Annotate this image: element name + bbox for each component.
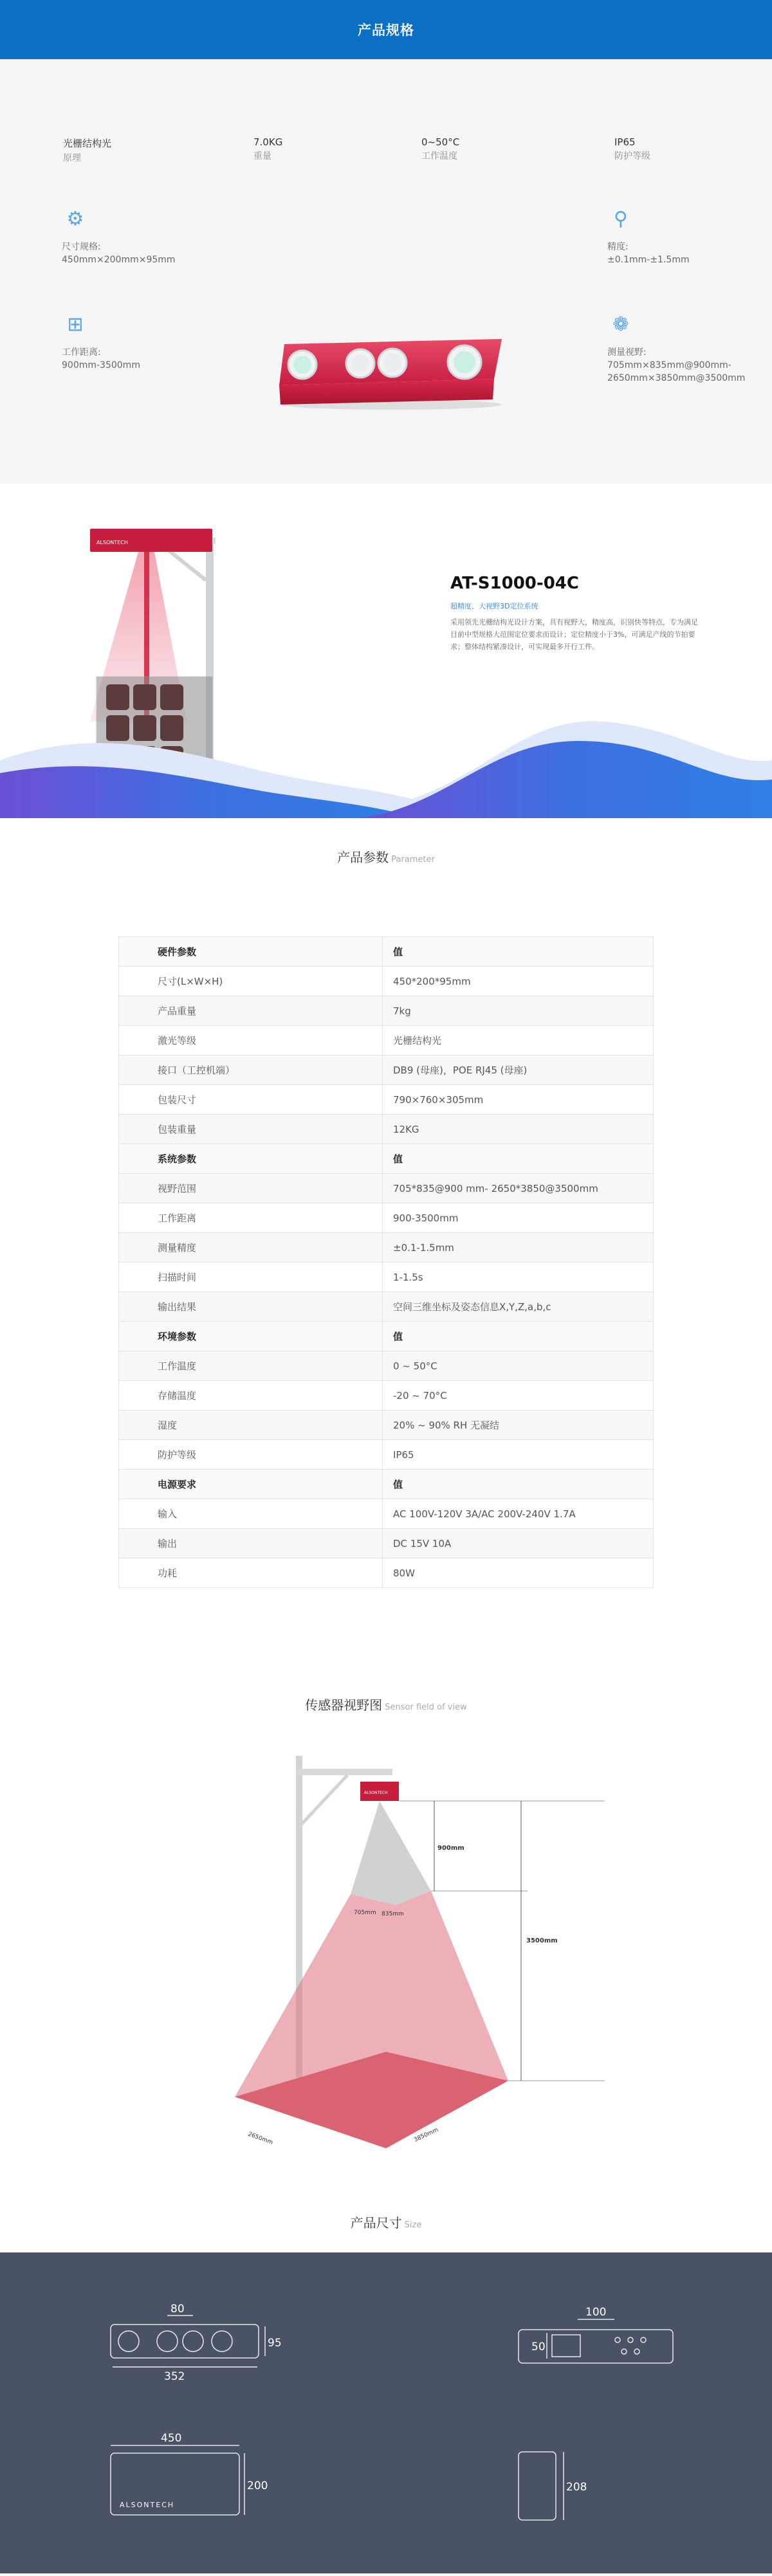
params-row <box>119 1233 654 1263</box>
stat-value: IP65 <box>614 136 636 148</box>
params-row <box>119 1499 654 1529</box>
param-value: 值 <box>383 937 654 967</box>
stat-key: 防护等级 <box>614 151 650 161</box>
model-description: 采用领先光栅结构光设计方案，具有视野大，精度高，识别快等特点，专为满足目前中型规格大范围定位要求而设计；定位精度小于3%，可满足产线的节拍要求；整体结构紧凑设计，可实现最多开行工件。 <box>450 618 698 651</box>
param-key: 扫描时间 <box>119 1263 383 1292</box>
params-title <box>0 847 772 866</box>
params-row <box>119 996 654 1026</box>
param-value: 空间三维坐标及姿态信息X,Y,Z,a,b,c <box>383 1292 654 1322</box>
param-key: 接口（工控机端） <box>119 1055 383 1085</box>
params-row <box>119 1292 654 1322</box>
param-value: 900-3500mm <box>383 1203 654 1233</box>
spec-precision <box>607 206 690 266</box>
params-row <box>119 967 654 996</box>
param-value: DB9 (母座)，POE RJ45 (母座) <box>383 1055 654 1085</box>
lens <box>288 351 317 379</box>
param-key: 产品重量 <box>119 996 383 1026</box>
model-section <box>0 484 772 818</box>
size-section <box>0 2252 772 2573</box>
distance-icon: ⊞ <box>67 313 84 336</box>
param-key: 工作温度 <box>119 1351 383 1381</box>
param-value: 光栅结构光 <box>383 1026 654 1055</box>
param-value: 705*835@900 mm- 2650*3850@3500mm <box>383 1174 654 1203</box>
spec-value: 450mm×200mm×95mm <box>62 255 176 265</box>
param-value: IP65 <box>383 1440 654 1470</box>
param-key: 系统参数 <box>119 1144 383 1174</box>
stat-principle <box>63 136 111 164</box>
side-view <box>519 2452 564 2520</box>
fov-title-text: 传感器视野图 <box>305 1697 383 1713</box>
gear-icon: ⚙ <box>66 208 84 230</box>
params-row <box>119 1085 654 1115</box>
param-key: 存储温度 <box>119 1381 383 1411</box>
dim-front-side: 95 <box>268 2337 282 2350</box>
dim-top-height: 200 <box>247 2480 268 2492</box>
params-table <box>118 936 654 1588</box>
dim-side-height: 208 <box>566 2481 587 2494</box>
params-row <box>119 1174 654 1203</box>
view-icon: ❁ <box>612 313 629 336</box>
param-key: 包装重量 <box>119 1115 383 1144</box>
fov-title-en: Sensor field of view <box>385 1703 467 1712</box>
stat-temperature <box>421 136 459 162</box>
params-row <box>119 1263 654 1292</box>
spec-view <box>607 311 755 385</box>
stat-value: 光栅结构光 <box>63 138 112 149</box>
params-row <box>119 1440 654 1470</box>
params-row <box>119 1411 654 1440</box>
device-image <box>277 333 502 410</box>
param-value: DC 15V 10A <box>383 1529 654 1558</box>
dim-back-left: 50 <box>531 2341 546 2353</box>
params-row <box>119 1351 654 1381</box>
label-far-width: 2650mm <box>246 2131 274 2146</box>
lens <box>448 345 481 379</box>
precision-icon: ⚲ <box>614 208 628 230</box>
label-near-length: 835mm <box>381 1911 404 1917</box>
stat-protection <box>614 136 650 162</box>
stat-key: 原理 <box>63 153 81 163</box>
model-info <box>450 574 701 653</box>
param-key: 输出结果 <box>119 1292 383 1322</box>
label-far-distance: 3500mm <box>526 1937 558 1944</box>
label-near-width: 705mm <box>354 1910 376 1916</box>
params-group-row <box>119 1144 654 1174</box>
params-row <box>119 1115 654 1144</box>
param-value: AC 100V-120V 3A/AC 200V-240V 1.7A <box>383 1499 654 1529</box>
page-title: 产品规格 <box>358 23 414 38</box>
spec-value: 900mm-3500mm <box>62 360 140 370</box>
params-group-row <box>119 1470 654 1499</box>
spec-value: 705mm×835mm@900mm-2650mm×3850mm@3500mm <box>607 360 746 383</box>
param-value: 12KG <box>383 1115 654 1144</box>
spec-label: 测量视野: <box>607 347 647 358</box>
params-row <box>119 1381 654 1411</box>
params-group-row <box>119 937 654 967</box>
params-title-en: Parameter <box>391 855 435 864</box>
param-value: 值 <box>383 1322 654 1351</box>
lens <box>378 349 407 377</box>
size-drawings <box>0 2252 772 2573</box>
fov-diagram <box>219 1737 618 2187</box>
param-key: 视野范围 <box>119 1174 383 1203</box>
fov-brand: ALSONTECH <box>364 1791 388 1795</box>
wave-decoration <box>0 690 772 818</box>
param-key: 防护等级 <box>119 1440 383 1470</box>
param-value: 20% ~ 90% RH 无凝结 <box>383 1411 654 1440</box>
dim-front-top: 80 <box>170 2303 185 2316</box>
param-value: 450*200*95mm <box>383 967 654 996</box>
dim-top-width: 450 <box>161 2432 182 2445</box>
spec-label: 尺寸规格: <box>62 242 101 252</box>
param-key: 激光等级 <box>119 1026 383 1055</box>
params-row <box>119 1203 654 1233</box>
param-key: 尺寸(L×W×H) <box>119 967 383 996</box>
params-row <box>119 1026 654 1055</box>
spec-section <box>0 59 772 484</box>
param-value: 7kg <box>383 996 654 1026</box>
size-brand: ALSONTECH <box>120 2501 175 2509</box>
params-group-row <box>119 1322 654 1351</box>
model-tagline: 超精度、大视野3D定位系统 <box>450 602 538 610</box>
param-value: 790×760×305mm <box>383 1085 654 1115</box>
param-value: 0 ~ 50°C <box>383 1351 654 1381</box>
param-key: 湿度 <box>119 1411 383 1440</box>
param-value: -20 ~ 70°C <box>383 1381 654 1411</box>
param-key: 硬件参数 <box>119 937 383 967</box>
label-near-distance: 900mm <box>437 1845 464 1852</box>
device-brand: ALSONTECH <box>96 540 128 545</box>
stat-value: 7.0KG <box>253 136 283 148</box>
spec-label: 工作距离: <box>62 347 101 358</box>
header-bar <box>0 0 772 59</box>
front-view <box>111 2316 265 2367</box>
spec-value: ±0.1mm-±1.5mm <box>607 255 690 265</box>
stat-key: 重量 <box>253 151 271 161</box>
params-title-text: 产品参数 <box>337 850 389 865</box>
param-key: 包装尺寸 <box>119 1085 383 1115</box>
param-value: 值 <box>383 1144 654 1174</box>
stat-key: 工作温度 <box>421 151 457 161</box>
param-key: 电源要求 <box>119 1470 383 1499</box>
params-row <box>119 1558 654 1588</box>
spec-distance <box>62 311 140 372</box>
stat-value: 0~50°C <box>421 136 460 148</box>
spec-label: 精度: <box>607 242 629 252</box>
param-value: 80W <box>383 1558 654 1588</box>
spec-size <box>62 206 176 266</box>
size-title <box>0 2213 772 2231</box>
param-value: ±0.1-1.5mm <box>383 1233 654 1263</box>
param-value: 1-1.5s <box>383 1263 654 1292</box>
param-value: 值 <box>383 1470 654 1499</box>
param-key: 功耗 <box>119 1558 383 1588</box>
param-key: 输出 <box>119 1529 383 1558</box>
size-title-text: 产品尺寸 <box>350 2215 402 2231</box>
dim-back-top: 100 <box>585 2306 607 2319</box>
params-row <box>119 1529 654 1558</box>
param-key: 环境参数 <box>119 1322 383 1351</box>
dim-front-bottom: 352 <box>164 2370 185 2383</box>
label-far-length: 3850mm <box>413 2126 439 2144</box>
params-row <box>119 1055 654 1085</box>
param-key: 测量精度 <box>119 1233 383 1263</box>
fov-title <box>0 1695 772 1713</box>
size-title-en: Size <box>404 2220 422 2230</box>
param-key: 输入 <box>119 1499 383 1529</box>
param-key: 工作距离 <box>119 1203 383 1233</box>
model-name: AT-S1000-04C <box>450 574 579 593</box>
lens <box>346 349 374 378</box>
stat-weight <box>253 136 282 162</box>
